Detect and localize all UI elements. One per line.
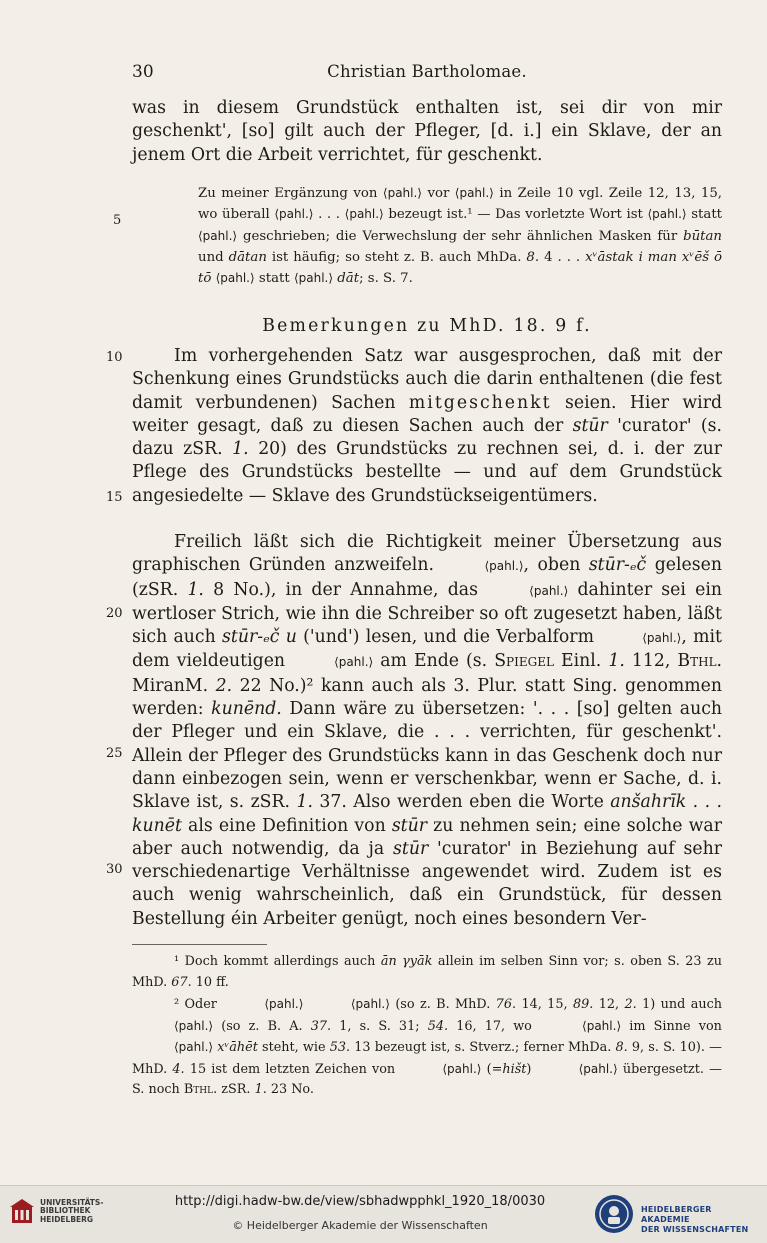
pahlavi-glyph: ⟨pahl.⟩ — [198, 228, 238, 243]
pahlavi-glyph: ⟨pahl.⟩ — [174, 1040, 214, 1055]
pahlavi-glyph: ⟨pahl.⟩ — [647, 207, 687, 222]
section-heading: Bemerkungen zu MhD. 18. 9 f. — [262, 316, 592, 336]
permalink[interactable]: http://digi.hadw-bw.de/view/sbhadwpphkl_1920_18/0030 — [174, 1194, 546, 1209]
viewer-footer — [0, 1185, 767, 1243]
library-logo[interactable] — [8, 1195, 148, 1231]
paragraph-2: Im vorhergehenden Satz war ausgesprochen, daß mit der Schenkung eines Grundstücks auch die darin enthaltenen (die fest damit verbundenen) Sachen mitgeschenkt seien. Hier wird weiter gesagt, daß zu diesen Sachen auch der stūr 'curator' (s. dazu zSR. 1. 20) des Grundstücks zu rechnen sei, d. i. der zur Pflege des Grundstücks bestellte — und auf dem Grundstück angesiedelte — Sklave des Grundstückseigentümers. — [132, 346, 723, 506]
commentary-note: Zu meiner Ergänzung von ⟨pahl.⟩ vor ⟨pahl.⟩ in Zeile 10 vgl. Zeile 12, 13, 15, wo überall ⟨pahl.⟩ . . . ⟨pahl.⟩ bezeugt ist.¹ — Das vorletzte Wort ist ⟨pahl.⟩ statt ⟨pahl.⟩ geschrieben; die Verwechslung der sehr ähnlichen Masken für būtan und dātan ist häufig; so steht z. B. auch MhDa. 8. 4 . . . xᵛāstak i man xᵛēš ō tō ⟨pahl.⟩ statt ⟨pahl.⟩ dāt; s. S. 7. — [198, 183, 722, 289]
pahlavi-glyph: ⟨pahl.⟩ — [578, 1061, 618, 1076]
line-number: 5 — [113, 213, 122, 228]
pahlavi-glyph: ⟨pahl.⟩ — [382, 186, 422, 200]
copyright-notice: © Heidelberger Akademie der Wissenschaften — [232, 1219, 488, 1232]
library-name: UNIVERSITÄTS- BIBLIOTHEK HEIDELBERG — [40, 1198, 104, 1224]
paragraph-3: Freilich läßt sich die Richtigkeit meiner Übersetzung aus graphischen Gründen anzweifeln. ⟨pahl.⟩, oben stūr-ₑč gelesen (zSR. 1. 8 No.), in der Annahme, das ⟨pahl.⟩ dahinter sei ein wertloser Strich, wie ihn die Schreiber so oft zugesetzt haben, läßt sich auch stūr-ₑč u ('und') lesen, und die Verbalform ⟨pahl.⟩, mit dem vieldeutigen ⟨pahl.⟩ am Ende (s. Spiegel Einl. 1. 112, Bthl. MiranM. 2. 22 No.)² kann auch als 3. Plur. statt Sing. genommen werden: kunēnd. Dann wäre zu übersetzen: '. . . [so] gelten auch der Pfleger und ein Sklave, die . . . verrichten, für geschenkt'. Allein der Pfleger des Grundstücks kann in das Geschenk doch nur dann einbezogen sein, wenn er verschenkbar, wenn er Sache, d. i. Sklave ist, s. zSR. 1. 37. Also werden eben die Worte anšahrīk . . . kunēt als eine Definition von stūr zu nehmen sein; eine solche war aber auch notwendig, da ja stūr 'curator' in Beziehung auf sehr verschiedenartige Verhältnisse angewendet wird. Zudem ist es auch wenig wahrscheinlich, daß ein Grundstück, für dessen Bestellung éin Arbeiter genügt, noch eines besondern Ver- — [132, 532, 723, 929]
line-number: 10 — [106, 350, 123, 365]
line-number: 15 — [106, 490, 123, 505]
running-header — [132, 62, 722, 86]
pahlavi-glyph: ⟨pahl.⟩ — [344, 207, 384, 222]
paragraph-1: was in diesem Grundstück enthalten ist, sei dir von mir geschenkt', [so] gilt auch der Pfleger, [d. i.] ein Sklave, der an jenem Ort die Arbeit verrichtet, für geschenkt. — [132, 98, 722, 165]
academy-name: HEIDELBERGER AKADEMIE DER WISSENSCHAFTEN — [641, 1205, 749, 1234]
running-title: Christian Bartholomae. — [327, 62, 527, 81]
academy-logo[interactable] — [593, 1193, 763, 1235]
pahlavi-glyph: ⟨pahl.⟩ — [334, 655, 374, 670]
page-number: 30 — [132, 62, 154, 82]
pahlavi-glyph: ⟨pahl.⟩ — [442, 1061, 482, 1076]
pahlavi-glyph: ⟨pahl.⟩ — [529, 583, 569, 598]
line-number: 20 — [106, 606, 123, 621]
pahlavi-glyph: ⟨pahl.⟩ — [454, 186, 494, 200]
pahlavi-glyph: ⟨pahl.⟩ — [264, 997, 304, 1011]
pahlavi-glyph: ⟨pahl.⟩ — [215, 271, 255, 286]
pahlavi-glyph: ⟨pahl.⟩ — [484, 559, 524, 574]
pahlavi-glyph: ⟨pahl.⟩ — [642, 631, 682, 646]
line-number: 30 — [106, 862, 123, 877]
pahlavi-glyph: ⟨pahl.⟩ — [174, 1018, 214, 1033]
pahlavi-glyph: ⟨pahl.⟩ — [274, 207, 314, 222]
library-logo-icon — [8, 1197, 36, 1225]
footnote-rule — [132, 944, 267, 945]
pahlavi-glyph: ⟨pahl.⟩ — [293, 271, 334, 286]
academy-seal-icon — [593, 1193, 635, 1235]
line-number: 25 — [106, 746, 123, 761]
pahlavi-glyph: ⟨pahl.⟩ — [350, 997, 390, 1011]
footnote-2: ² Oder ⟨pahl.⟩ ⟨pahl.⟩ (so z. B. MhD. 76. 14, 15, 89. 12, 2. 1) und auch ⟨pahl.⟩ (so z. B. A. 37. 1, s. S. 31; 54. 16, 17, wo ⟨pahl.⟩ im Sinne von ⟨pahl.⟩ xᵛāhēt steht, wie 53. 13 bezeugt ist, s. Stverz.; ferner MhDa. 8. 9, s. S. 10). — MhD. 4. 15 ist dem letzten Zeichen von ⟨pahl.⟩ (=hišt) ⟨pahl.⟩ übergesetzt. — S. noch Bthl. zSR. 1. 23 No. — [132, 994, 722, 1101]
footnote-1: ¹ Doch kommt allerdings auch ān γyāk allein im selben Sinn vor; s. oben S. 23 zu MhD. 67. 10 ff. — [132, 954, 723, 990]
pahlavi-glyph: ⟨pahl.⟩ — [582, 1018, 622, 1033]
